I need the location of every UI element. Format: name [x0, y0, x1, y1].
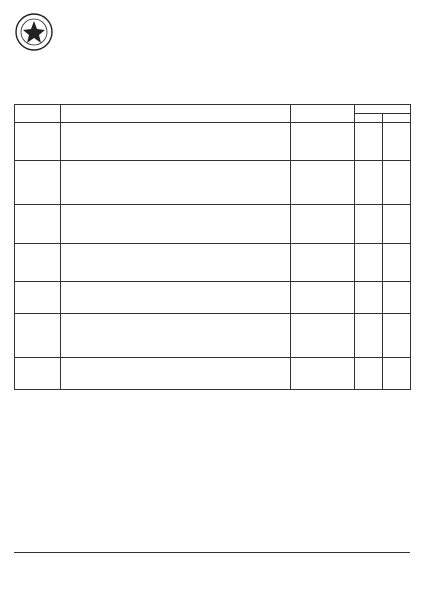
department-seal-icon [14, 12, 54, 52]
region-row [15, 281, 411, 313]
header-temperature [355, 105, 411, 114]
min-temp-list [355, 243, 383, 281]
max-temp [385, 351, 408, 357]
contact-block [134, 559, 294, 562]
max-temp [385, 198, 408, 204]
region-row [15, 243, 411, 281]
min-temp [357, 154, 380, 160]
province-list [291, 161, 355, 205]
header-min [355, 114, 383, 123]
max-temp [385, 236, 408, 242]
header-max [383, 114, 411, 123]
province-list [291, 357, 355, 389]
max-temp [385, 154, 408, 160]
description-line [63, 236, 288, 242]
region-row [15, 161, 411, 205]
region-row [15, 123, 411, 161]
forecast-table [14, 104, 411, 390]
region-description [61, 243, 291, 281]
region-name [15, 205, 61, 243]
region-row [15, 357, 411, 389]
province-list [291, 205, 355, 243]
province-name [293, 383, 352, 389]
region-name [15, 243, 61, 281]
min-temp-list [355, 161, 383, 205]
min-temp [357, 383, 380, 389]
min-temp [357, 351, 380, 357]
forecaster-block [14, 559, 124, 562]
max-temp-list [383, 161, 411, 205]
region-description [61, 161, 291, 205]
max-temp-list [383, 281, 411, 313]
max-temp-list [383, 205, 411, 243]
province-name [293, 198, 352, 204]
document-footer [14, 552, 410, 593]
province-name [293, 351, 352, 357]
director-block [304, 559, 410, 562]
description-line [63, 275, 288, 281]
min-temp-list [355, 123, 383, 161]
region-name [15, 357, 61, 389]
region-name [15, 281, 61, 313]
province-name [293, 154, 352, 160]
description-line [63, 306, 288, 312]
min-temp-list [355, 205, 383, 243]
description-line [63, 383, 288, 389]
max-temp-list [383, 123, 411, 161]
max-temp [385, 383, 408, 389]
region-description [61, 281, 291, 313]
header-region [15, 105, 61, 123]
min-temp [357, 306, 380, 312]
min-temp-list [355, 357, 383, 389]
header-description [61, 105, 291, 123]
description-line [63, 154, 288, 160]
intro-paragraph [14, 58, 410, 100]
min-temp [357, 198, 380, 204]
region-description [61, 357, 291, 389]
max-temp-list [383, 357, 411, 389]
province-list [291, 281, 355, 313]
max-temp [385, 306, 408, 312]
region-row [15, 313, 411, 357]
region-row [15, 205, 411, 243]
max-temp-list [383, 243, 411, 281]
region-description [61, 205, 291, 243]
region-name [15, 313, 61, 357]
min-temp-list [355, 313, 383, 357]
organization-name [66, 22, 236, 28]
province-list [291, 123, 355, 161]
document-header [14, 12, 410, 54]
province-name [293, 306, 352, 312]
min-temp [357, 275, 380, 281]
description-line [63, 351, 288, 357]
province-list [291, 313, 355, 357]
province-name [293, 275, 352, 281]
min-temp-list [355, 281, 383, 313]
region-description [61, 313, 291, 357]
region-description [61, 123, 291, 161]
forecast-table-body [15, 123, 411, 390]
region-name [15, 161, 61, 205]
province-name [293, 236, 352, 242]
description-line [63, 198, 288, 204]
max-temp [385, 275, 408, 281]
province-list [291, 243, 355, 281]
max-temp-list [383, 313, 411, 357]
header-province [291, 105, 355, 123]
forecast-title-block [264, 18, 404, 19]
min-temp [357, 236, 380, 242]
region-name [15, 123, 61, 161]
